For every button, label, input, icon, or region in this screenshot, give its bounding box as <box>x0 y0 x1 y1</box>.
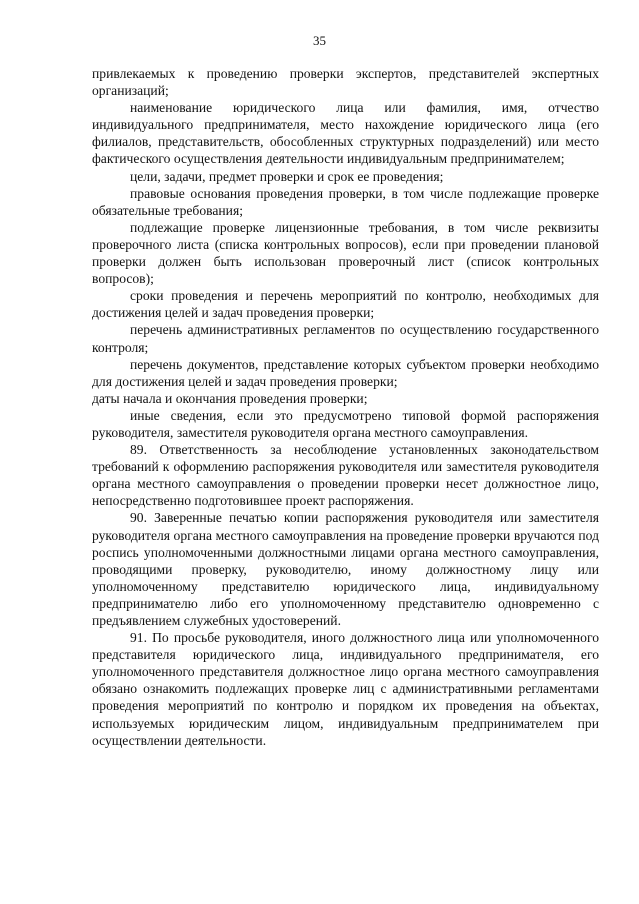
paragraph-legal-grounds: правовые основания проведения проверки, в том числе подлежащие проверке обязательные требования; <box>92 185 599 218</box>
paragraph-other-info: иные сведения, если это предусмотрено типовой формой распоряжения руководителя, заместителя руководителя органа местного самоуправления. <box>92 407 599 440</box>
paragraph-89: 89. Ответственность за несоблюдение установленных законодательством требований к оформлению распоряжения руководителя или заместителя руководителя органа местного самоуправления о проведении проверки несет должностное лицо, непосредственно подготовившее проект распоряжения. <box>92 442 599 509</box>
paragraph-license-requirements: подлежащие проверке лицензионные требования, в том числе реквизиты проверочного листа (списка контрольных вопросов), если при проведении плановой проверки должен быть использован проверочный лист (список контрольных вопросов); <box>92 219 599 287</box>
paragraph-regulations: перечень административных регламентов по осуществлению государственного контроля; <box>92 322 599 355</box>
document-body <box>92 65 599 749</box>
paragraph-experts: привлекаемых к проведению проверки экспертов, представителей экспертных организаций; <box>92 66 599 99</box>
paragraph-documents: перечень документов, представление которых субъектом проверки необходимо для достижения целей и задач проведения проверки; <box>92 356 599 389</box>
paragraph-goals: цели, задачи, предмет проверки и срок ее проведения; <box>130 168 444 184</box>
paragraph-legal-entity-name: наименование юридического лица или фамилия, имя, отчество индивидуального предпринимателя, место нахождение юридического лица (его филиалов, представительств, обособленных структурных подразделений) или место фактического осуществления деятельности индивидуальным предпринимателем; <box>92 100 599 167</box>
paragraph-91: 91. По просьбе руководителя, иного должностного лица или уполномоченного представителя юридического лица, индивидуального предпринимателя, его уполномоченного представителя должностное лицо органа местного самоуправления обязано ознакомить подлежащих проверке лиц с административными регламентами проведения мероприятий по контролю и порядком их проведения на объектах, используемых юридическим лицом, индивидуальным предпринимателем при осуществлении деятельности. <box>92 630 599 748</box>
paragraph-90: 90. Заверенные печатью копии распоряжения руководителя или заместителя руководителя органа местного самоуправления на проведение проверки вручаются под роспись уполномоченными должностными лицами органа местного самоуправления, проводящими проверку, руководителю, иному должностному лицу или уполномоченному представителю юридического лица, индивидуальному предпринимателю либо его уполномоченному представителю одновременно с предъявлением служебных удостоверений. <box>92 510 599 628</box>
paragraph-dates: даты начала и окончания проведения проверки; <box>92 390 368 406</box>
paragraph-terms: сроки проведения и перечень мероприятий по контролю, необходимых для достижения целей и задач проведения проверки; <box>92 288 599 321</box>
page-number: 35 <box>313 33 326 48</box>
